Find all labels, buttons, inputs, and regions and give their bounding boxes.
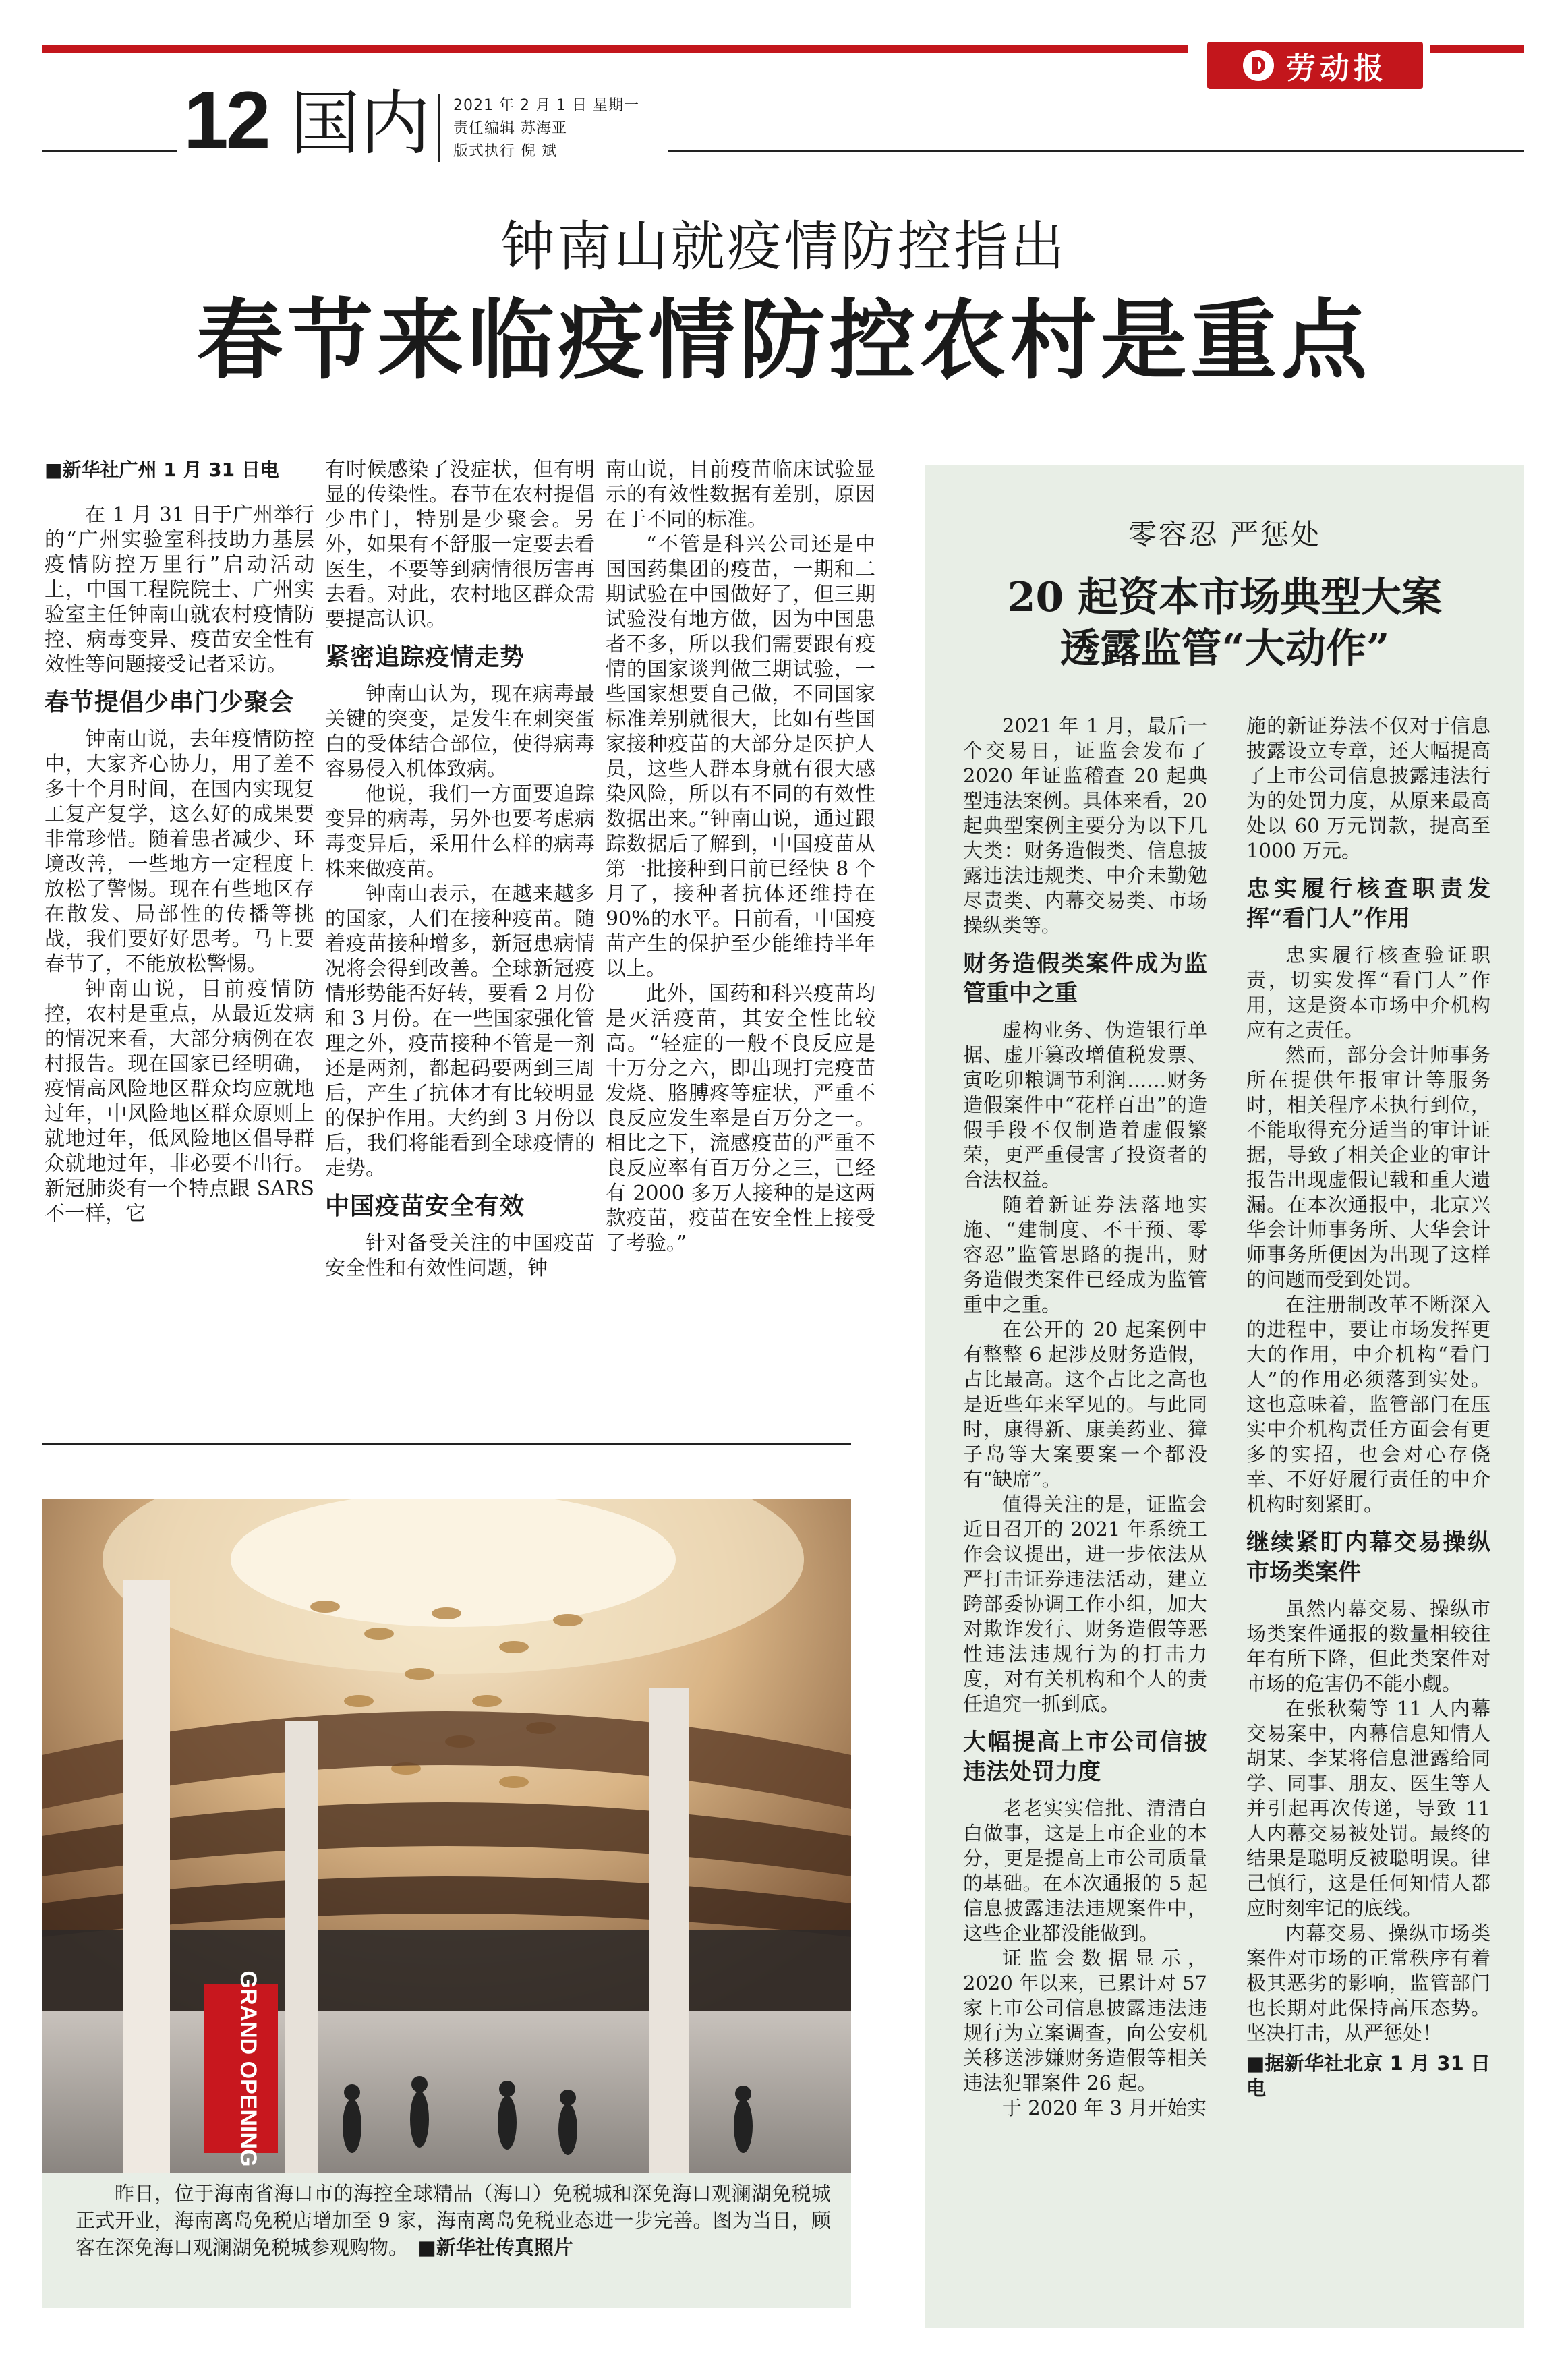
designer-credit: 版式执行 倪 斌	[453, 143, 557, 160]
paragraph: 施的新证券法不仅对于信息披露设立专章，还大幅提高了上市公司信息披露违法行为的处罚力度，从原来最高处以 60 万元罚款，提高至 1000 万元。	[1246, 714, 1490, 862]
paragraph: 南山说，目前疫苗临床试验显示的有效性数据有差别，原因在于不同的标准。	[606, 458, 875, 531]
paragraph: 忠实履行核查验证职责，切实发挥“看门人”作用，这是资本市场中介机构应有之责任。	[1246, 944, 1490, 1041]
mall-atrium-illustration	[42, 1499, 851, 2173]
page-number: 12	[183, 75, 268, 165]
logo-mark-icon	[1243, 50, 1274, 81]
subheading: 中国疫苗安全有效	[325, 1192, 525, 1220]
main-kicker: 钟南山就疫情防控指出	[500, 215, 1068, 278]
main-column-1	[45, 457, 314, 1226]
paragraph: 有时候感染了没症状，但有明显的传染性。春节在农村提倡少串门，特别是少聚会。另外，如果有不舒服一定要去看医生，不要等到病情很厉害再去看。对此，农村地区群众需要提高认识。	[325, 458, 595, 631]
paragraph: 此外，国药和科兴疫苗均是灭活疫苗，其安全性比较高。“轻症的一般不良反应是十万分之六，即出现打完疫苗发烧、胳膊疼等症状，严重不良反应发生率是百万分之一。相比之下，流感疫苗的严重不良反应率有百万分之三，已经有 2000 多万人接种的是这两款疫苗，疫苗在安全性上接受了考验。”	[606, 982, 875, 1255]
main-column-2	[325, 457, 595, 1281]
paragraph: 然而，部分会计师事务所在提供年报审计等服务时，相关程序未执行到位，不能取得充分适当的审计证据，导致了相关企业的审计报告出现虚假记载和重大遗漏。在本次通报中，北京兴华会计师事务所、大华会计师事务所便因为出现了这样的问题而受到处罚。	[1246, 1043, 1490, 1291]
masthead-divider	[438, 94, 440, 162]
paragraph: 虽然内幕交易、操纵市场类案件通报的数量相较往年有所下降，但此类案件对市场的危害仍不能小觑。	[1246, 1597, 1490, 1695]
top-rule-right	[1430, 45, 1524, 53]
paragraph: 值得关注的是，证监会近日召开的 2021 年系统工作会议提出，进一步依法从严打击证券违法活动，建立跨部委协调工作小组，加大对欺诈发行、财务造假等恶性违法违规行为的打击力度，对有关机构和个人的责任追究一抓到底。	[963, 1493, 1207, 1715]
masthead-rule-left	[42, 150, 177, 152]
mall-photo	[42, 1499, 851, 2173]
sidebar-kicker: 零容忍 严惩处	[1128, 518, 1322, 551]
subheading: 紧密追踪疫情走势	[325, 643, 525, 671]
paragraph: 针对备受关注的中国疫苗安全性和有效性问题，钟	[325, 1232, 595, 1280]
dateline: ■新华社广州 1 月 31 日电	[45, 459, 279, 481]
paragraph: 在张秋菊等 11 人内幕交易案中，内幕信息知情人胡某、李某将信息泄露给同学、同事、朋友、医生等人并引起再次传递，导致 11 人内幕交易被处罚。最终的结果是聪明反被聪明误。律己慎行，这是任何知情人都应时刻牢记的底线。	[1246, 1697, 1490, 1920]
main-headline: 春节来临疫情防控农村是重点	[196, 290, 1372, 391]
grand-opening-sign	[204, 1971, 278, 2167]
subheading: 春节提倡少串门少聚会	[45, 688, 295, 716]
paragraph: 随着新证券法落地实施、“建制度、不干预、零容忍”监管思路的提出，财务造假类案件已经成为监管重中之重。	[963, 1193, 1207, 1316]
issue-date: 2021 年 2 月 1 日 星期一	[453, 97, 639, 114]
paragraph: 2021 年 1 月，最后一个交易日，证监会发布了 2020 年证监稽查 20 起典型违法案例。具体来看，20 起典型案例主要分为以下几大类：财务造假类、信息披露违法违规类、中介未勤勉尽责类、内幕交易类、市场操纵类等。	[963, 714, 1207, 937]
paragraph: 在 1 月 31 日于广州举行的“广州实验室科技助力基层疫情防控万里行”启动活动上，中国工程院院士、广州实验室主任钟南山就农村疫情防控、病毒变异、疫苗安全性有效性等问题接受记者采访。	[45, 503, 314, 677]
main-column-3	[606, 457, 875, 1256]
sidebar-column-2	[1246, 714, 1490, 2101]
subheading: 忠实履行核查职责发挥“看门人”作用	[1246, 875, 1490, 932]
paragraph: 钟南山认为，现在病毒最关键的突变，是发生在刺突蛋白的受体结合部位，使得病毒容易侵入机体致病。	[325, 683, 595, 781]
paragraph: 老老实实信批、清清白白做事，这是上市企业的本分，更是提高上市公司质量的基础。在本次通报的 5 起信息披露违法违规案件中，这些企业都没能做到。	[963, 1797, 1207, 1945]
photo-caption	[76, 2180, 831, 2261]
top-rule	[42, 45, 1188, 53]
sidebar-column-1	[963, 714, 1207, 2121]
editor-credit: 责任编辑 苏海亚	[453, 120, 567, 137]
section-title: 国内	[290, 82, 431, 165]
sidebar-title-line1: 20 起资本市场典型大案	[1007, 574, 1443, 621]
paragraph: “不管是科兴公司还是中国国药集团的疫苗，一期和二期试验在中国做好了，但三期试验没有地方做，因为中国患者不多，所以我们需要跟有疫情的国家谈判做三期试验，一些国家想要自己做，不同国家标准差别就很大，比如有些国家接种疫苗的大部分是医护人员，这些人群本身就有很大感染风险，所以有不同的有效性数据出来。”钟南山说，通过跟踪数据后了解到，中国疫苗从第一批接种到目前已经快 8 个月了，接种者抗体还维持在 90%的水平。目前看，中国疫苗产生的保护至少能维持半年以上。	[606, 533, 875, 981]
paragraph: 虚构业务、伪造银行单据、虚开篡改增值税发票、寅吃卯粮调节利润……财务造假案件中“花样百出”的造假手段不仅制造着虚假繁荣，更严重侵害了投资者的合法权益。	[963, 1018, 1207, 1191]
caption-text: 昨日，位于海南省海口市的海控全球精品（海口）免税城和深免海口观澜湖免税城正式开业，海南离岛免税店增加至 9 家，海南离岛免税业态进一步完善。图为当日，顾客在深免海口观澜湖免税城参观购物。	[76, 2182, 831, 2259]
masthead-rule-right	[668, 150, 1524, 152]
paragraph: 在注册制改革不断深入的进程中，要让市场发挥更大的作用，中介机构“看门人”的作用必须落到实处。这也意味着，监管部门在压实中介机构责任方面会有更多的实招，也会对心存侥幸、不好好履行责任的中介机构时刻紧盯。	[1246, 1293, 1490, 1516]
sidebar-title-line2: 透露监管“大动作”	[1059, 625, 1390, 672]
subheading: 财务造假类案件成为监管重中之重	[963, 950, 1207, 1007]
paragraph: 在公开的 20 起案例中有整整 6 起涉及财务造假，占比最高。这个占比之高也是近些年来罕见的。与此同时，康得新、康美药业、獐子岛等大案要案一个都没有“缺席”。	[963, 1318, 1207, 1491]
sidebar-signoff: ■据新华社北京 1 月 31 日电	[1246, 2052, 1490, 2100]
subheading: 继续紧盯内幕交易操纵市场类案件	[1246, 1529, 1490, 1586]
paragraph: 内幕交易、操纵市场类案件对市场的正常秩序有着极其恶劣的影响，监管部门也长期对此保持高压态势。坚决打击，从严惩处！	[1246, 1922, 1490, 2044]
story-bottom-rule	[42, 1443, 851, 1445]
photo-credit: ■新华社传真照片	[417, 2236, 573, 2259]
paragraph: 他说，我们一方面要追踪变异的病毒，另外也要考虑病毒变异后，采用什么样的病毒株来做疫苗。	[325, 782, 595, 881]
paragraph: 证监会数据显示，2020 年以来，已累计对 57 家上市公司信息披露违法违规行为立案调查，向公安机关移送涉嫌财务造假等相关违法犯罪案件 26 起。	[963, 1947, 1207, 2094]
subheading: 大幅提高上市公司信披违法处罚力度	[963, 1729, 1207, 1785]
paragraph: 钟南山表示，在越来越多的国家，人们在接种疫苗。随着疫苗接种增多，新冠患病情况将会得到改善。全球新冠疫情形势能否好转，要看 2 月份和 3 月份。在一些国家强化管理之外，疫苗接种不管是一剂还是两剂，都起码要两到三周后，产生了抗体才有比较明显的保护作用。大约到 3 月份以后，我们将能看到全球疫情的走势。	[325, 882, 595, 1180]
paragraph: 钟南山说，目前疫情防控，农村是重点，从最近发病的情况来看，大部分病例在农村报告。现在国家已经明确，疫情高风险地区群众均应就地过年，中风险地区群众原则上就地过年，低风险地区倡导群众就地过年，非必要不出行。新冠肺炎有一个特点跟 SARS 不一样，它	[45, 977, 314, 1226]
paragraph: 钟南山说，去年疫情防控中，大家齐心协力，用了差不多十个月时间，在国内实现复工复产复学，这么好的成果要非常珍惜。随着患者减少、环境改善，一些地方一定程度上放松了警惕。现在有些地区存在散发、局部性的传播等挑战，我们要好好思考。马上要春节了，不能放松警惕。	[45, 728, 314, 976]
grand-opening-text: GRAND OPENING	[235, 1970, 261, 2167]
paragraph: 于 2020 年 3 月开始实	[1002, 2096, 1207, 2119]
paper-name: 劳动报	[1286, 51, 1387, 86]
sidebar-title	[925, 572, 1524, 674]
masthead-logo	[1207, 42, 1423, 89]
